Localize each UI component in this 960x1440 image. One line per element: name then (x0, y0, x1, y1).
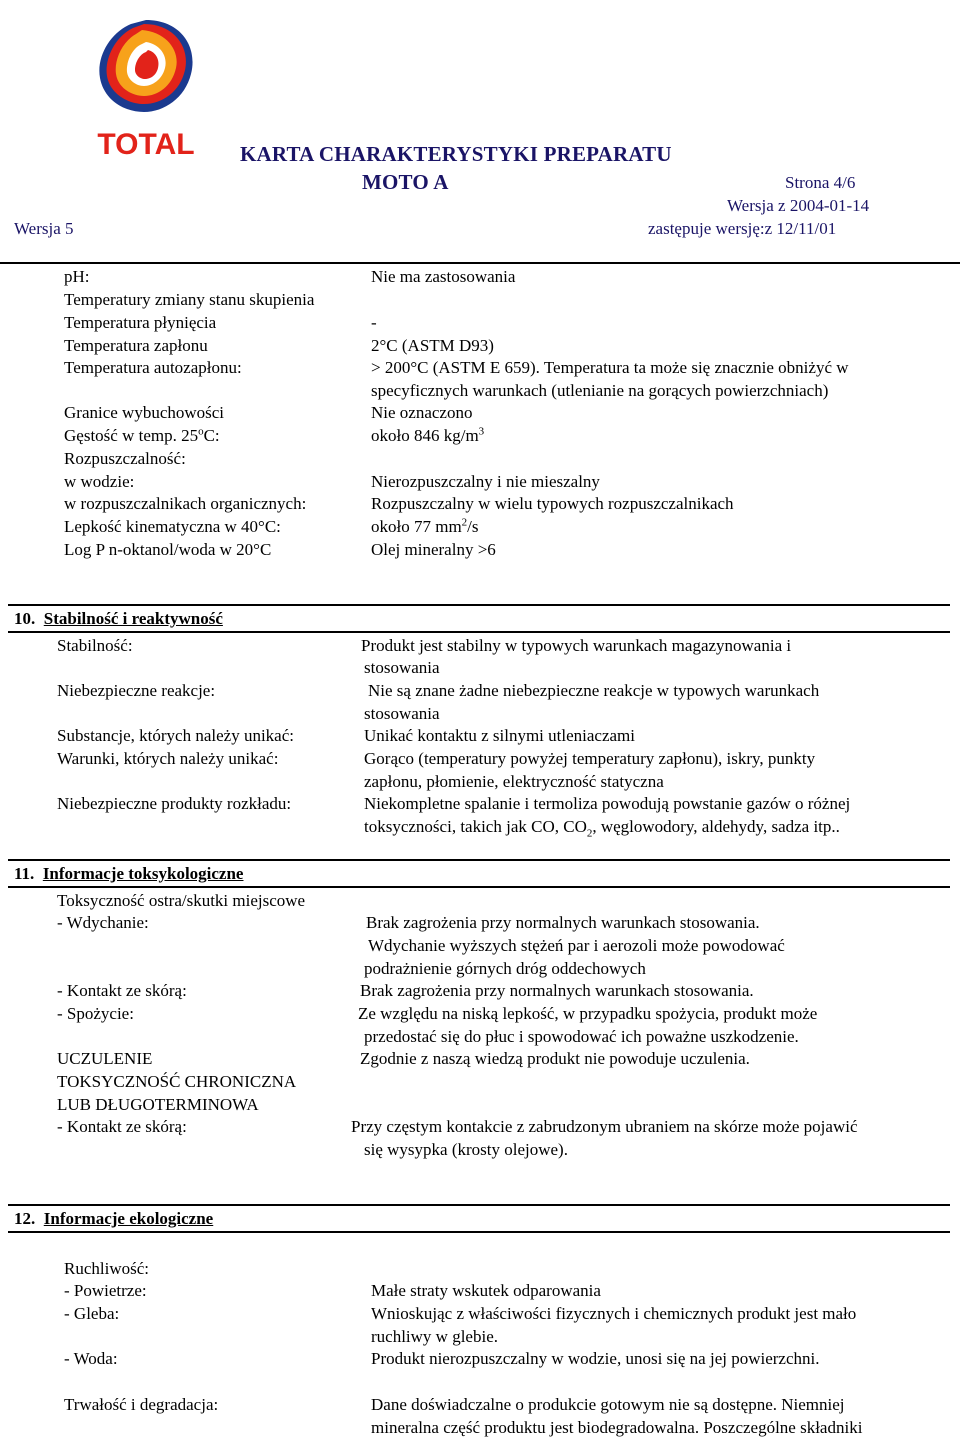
value-ph: Nie ma zastosowania (371, 267, 516, 286)
section10-heading: 10. Stabilność i reaktywność (14, 609, 223, 628)
label-air: - Powietrze: (64, 1281, 147, 1300)
label-solubility: Rozpuszczalność: (64, 449, 186, 468)
section11-heading-rule (8, 886, 950, 888)
label-mobility: Ruchliwość: (64, 1259, 149, 1278)
header-divider (0, 262, 960, 264)
label-autoignition: Temperatura autozapłonu: (64, 358, 242, 377)
label-phase-change: Temperatury zmiany stanu skupienia (64, 290, 315, 309)
value-ingestion: Ze względu na niską lepkość, w przypadku spożycia, produkt może (358, 1004, 818, 1023)
label-persistence: Trwałość i degradacja: (64, 1395, 219, 1414)
value-ingestion-2: przedostać się do płuc i spowodować ich poważne uszkodzenie. (364, 1027, 799, 1046)
value-skin-contact: Brak zagrożenia przy normalnych warunkach stosowania. (360, 981, 754, 1000)
label-ingestion: - Spożycie: (57, 1004, 134, 1023)
label-flash-point: Temperatura zapłonu (64, 336, 208, 355)
label-conditions-to-avoid: Warunki, których należy unikać: (57, 749, 279, 768)
logo-text: TOTAL (97, 128, 195, 161)
value-water: Produkt nierozpuszczalny w wodzie, unosi się na jej powierzchni. (371, 1349, 820, 1368)
version: Wersja 5 (14, 219, 74, 238)
version-date: Wersja z 2004-01-14 (727, 196, 870, 215)
label-soil: - Gleba: (64, 1304, 120, 1323)
label-in-organic-solvents: w rozpuszczalnikach organicznych: (64, 494, 307, 513)
label-stability: Stabilność: (57, 636, 133, 655)
section12-top-rule (8, 1204, 950, 1206)
value-soil-2: ruchliwy w glebie. (371, 1327, 498, 1346)
value-persistence: Dane doświadczalne o produkcie gotowym nie są dostępne. Niemniej (371, 1395, 845, 1414)
replaces-version: zastępuje wersję:z 12/11/01 (648, 219, 837, 238)
label-inhalation: - Wdychanie: (57, 913, 149, 932)
value-in-water: Nierozpuszczalny i nie mieszalny (371, 472, 600, 491)
label-density: Gęstość w temp. 25$^o$C: (64, 425, 220, 445)
section10-top-rule (8, 604, 950, 606)
value-hazardous-reactions: Nie są znane żadne niebezpieczne reakcje w typowych warunkach (368, 681, 820, 700)
value-stability-2: stosowania (364, 658, 440, 677)
value-persistence-2: mineralna część produktu jest biodegradowalna. Poszczególne składniki (371, 1418, 863, 1437)
value-conditions-to-avoid: Gorąco (temperatury powyżej temperatury zapłonu), iskry, punkty (364, 749, 816, 768)
label-in-water: w wodzie: (64, 472, 135, 491)
document-title: KARTA CHARAKTERYSTYKI PREPARATU (240, 142, 672, 166)
value-chronic-skin-contact: Przy częstym kontakcie z zabrudzonym ubraniem na skórze może pojawić (351, 1117, 858, 1136)
label-chronic-toxicity-2: LUB DŁUGOTERMINOWA (57, 1095, 259, 1114)
product-name: MOTO A (362, 170, 449, 194)
label-substances-to-avoid: Substancje, których należy unikać: (57, 726, 294, 745)
label-decomposition-products: Niebezpieczne produkty rozkładu: (57, 794, 292, 813)
label-chronic-skin-contact: - Kontakt ze skórą: (57, 1117, 187, 1136)
page-number: Strona 4/6 (785, 173, 856, 192)
value-conditions-to-avoid-2: zapłonu, płomienie, elektryczność statyczna (364, 772, 664, 791)
label-chronic-toxicity: TOKSYCZNOŚĆ CHRONICZNA (57, 1072, 297, 1091)
value-substances-to-avoid: Unikać kontaktu z silnymi utleniaczami (364, 726, 635, 745)
total-logo (86, 12, 206, 162)
label-ph: pH: (64, 267, 90, 286)
label-sensitization: UCZULENIE (57, 1049, 153, 1068)
value-pour-point: - (371, 313, 377, 332)
value-density: około 846 $kg/m^3$ (371, 425, 485, 445)
value-flash-point: 2°C (ASTM D93) (371, 336, 494, 355)
value-air: Małe straty wskutek odparowania (371, 1281, 601, 1300)
value-viscosity: około 77 $mm^2/s$ (371, 516, 479, 536)
label-explosion-limits: Granice wybuchowości (64, 403, 225, 422)
label-viscosity: Lepkość kinematyczna w 40°C: (64, 517, 281, 536)
value-chronic-skin-contact-2: się wysypka (krosty olejowe). (364, 1140, 568, 1159)
value-hazardous-reactions-2: stosowania (364, 704, 440, 723)
label-hazardous-reactions: Niebezpieczne reakcje: (57, 681, 216, 700)
section11-heading: 11. Informacje toksykologiczne (14, 864, 244, 883)
section12-heading: 12. Informacje ekologiczne (14, 1209, 214, 1228)
value-sensitization: Zgodnie z naszą wiedzą produkt nie powoduje uczulenia. (360, 1049, 750, 1068)
section10-heading-rule (8, 631, 950, 633)
section11-top-rule (8, 859, 950, 861)
value-in-organic-solvents: Rozpuszczalny w wielu typowych rozpuszczalnikach (371, 494, 734, 513)
value-soil: Wnioskując z właściwości fizycznych i chemicznych produkt jest mało (371, 1304, 857, 1323)
value-inhalation-3: podrażnienie górnych dróg oddechowych (364, 959, 646, 978)
label-skin-contact: - Kontakt ze skórą: (57, 981, 187, 1000)
value-inhalation: Brak zagrożenia przy normalnych warunkach stosowania. (366, 913, 760, 932)
section12-heading-rule (8, 1231, 950, 1233)
value-log-p: Olej mineralny >6 (371, 540, 496, 559)
value-inhalation-2: Wdychanie wyższych stężeń par i aerozoli może powodować (368, 936, 785, 955)
label-pour-point: Temperatura płynięcia (64, 313, 217, 332)
value-autoignition-2: specyficznych warunkach (utlenianie na gorących powierzchniach) (371, 381, 829, 400)
label-water: - Woda: (64, 1349, 118, 1368)
value-decomposition-products: Niekompletne spalanie i termoliza powodują powstanie gazów o różnej (364, 794, 851, 813)
label-log-p: Log P n-oktanol/woda w 20°C (64, 540, 272, 559)
value-explosion-limits: Nie oznaczono (371, 403, 473, 422)
label-acute-toxicity: Toksyczność ostra/skutki miejscowe (57, 891, 306, 910)
value-stability: Produkt jest stabilny w typowych warunkach magazynowania i (361, 636, 792, 655)
value-autoignition: > 200°C (ASTM E 659). Temperatura ta może się znacznie obniżyć w (371, 358, 849, 377)
value-decomposition-products-2: toksyczności, takich jak CO, $CO_2$, węglowodory, aldehydy, sadza itp.. (364, 817, 840, 840)
